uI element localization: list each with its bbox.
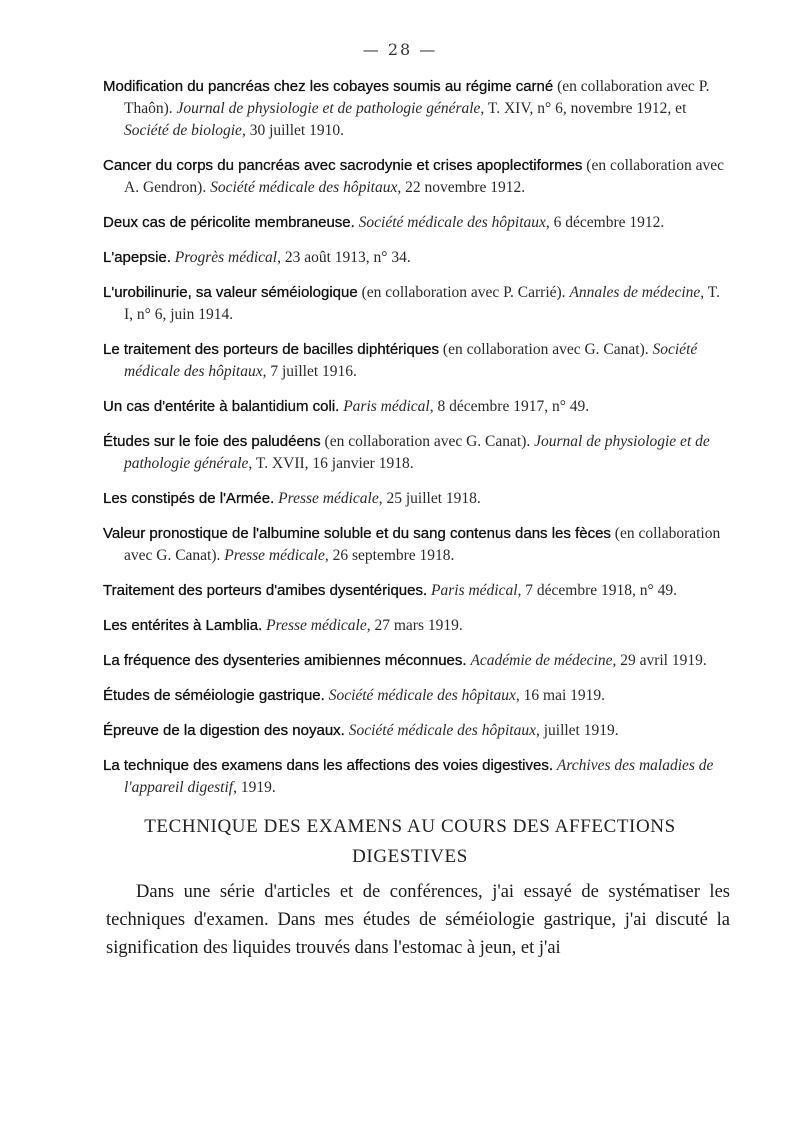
entry-journal: Archives des maladies de l'appareil digestif bbox=[124, 757, 714, 796]
entry-detail: (en collaboration avec G. Canat). bbox=[124, 525, 721, 564]
entry-journal: Journal de physiologie et de pathologie générale bbox=[124, 433, 710, 472]
entry-reference: , T. I, n° 6, juin 1914. bbox=[124, 284, 720, 323]
bibliography-entry bbox=[103, 615, 731, 637]
entry-detail: (en collaboration avec G. Canat). bbox=[439, 341, 653, 358]
entry-reference: , 6 décembre 1912. bbox=[545, 214, 665, 231]
entry-title: Deux cas de péricolite membraneuse. bbox=[103, 214, 355, 231]
entry-journal: Annales de médecine bbox=[569, 284, 701, 301]
entry-journal: Progrès médical bbox=[174, 249, 278, 266]
entry-reference: , juillet 1919. bbox=[535, 722, 619, 739]
entry-title: Traitement des porteurs d'amibes dysentériques. bbox=[103, 582, 428, 599]
entry-journal: Académie de médecine bbox=[470, 652, 613, 669]
entry-journal: Société médicale des hôpitaux bbox=[124, 341, 698, 380]
bibliography-entry bbox=[103, 339, 731, 383]
section-title: TECHNIQUE DES EXAMENS AU COURS DES AFFECTIONS DIGESTIVES bbox=[144, 816, 676, 867]
entry-title: Un cas d'entérite à balantidium coli. bbox=[103, 398, 340, 415]
entry-detail: (en collaboration avec P. Thaôn). bbox=[124, 78, 710, 117]
entry-journal: Journal de physiologie et de pathologie générale bbox=[176, 100, 481, 117]
entry-title: Les entérites à Lamblia. bbox=[103, 617, 263, 634]
entry-title: La fréquence des dysenteries amibiennes méconnues. bbox=[103, 652, 467, 669]
bibliography-entry bbox=[103, 523, 731, 567]
bibliography-entry bbox=[103, 76, 731, 142]
bibliography-entry bbox=[103, 212, 731, 234]
entry-journal: Société médicale des hôpitaux bbox=[348, 722, 536, 739]
entry-detail: (en collaboration avec P. Carrié). bbox=[357, 284, 570, 301]
entry-title: Valeur pronostique de l'albumine soluble et du sang contenus dans les fèces bbox=[103, 525, 611, 542]
bibliography-entry bbox=[103, 720, 731, 742]
entry-reference: , 16 mai 1919. bbox=[515, 687, 606, 704]
entry-journal: Presse médicale bbox=[278, 490, 379, 507]
entry-reference: , 7 juillet 1916. bbox=[262, 363, 357, 380]
bibliography-entry bbox=[103, 155, 731, 199]
entry-title: L'apepsie. bbox=[103, 249, 171, 266]
entry-detail: (en collaboration avec G. Canat). bbox=[320, 433, 535, 450]
entry-journal: Société médicale des hôpitaux bbox=[328, 687, 516, 704]
bibliography-entry bbox=[103, 685, 731, 707]
paragraph-text: Dans une série d'articles et de conférences, j'ai essayé de systématiser les techniques d'examen. Dans mes études de séméiologie gastrique, j'ai discuté la signification des liquides trouvés dans l'estomac à jeun, et j'ai bbox=[106, 882, 730, 958]
bibliography-entry bbox=[103, 247, 731, 269]
entry-journal: Paris médical bbox=[431, 582, 518, 599]
entry-reference: , 8 décembre 1917, n° 49. bbox=[429, 398, 590, 415]
bibliography-entry bbox=[103, 755, 731, 799]
entry-reference: , 26 septembre 1918. bbox=[324, 547, 455, 564]
entry-title: Études de séméiologie gastrique. bbox=[103, 687, 325, 704]
entry-reference: , T. XIV, n° 6, novembre 1912, et bbox=[480, 100, 687, 117]
entry-title: Modification du pancréas chez les cobayes soumis au régime carné bbox=[103, 78, 554, 95]
entry-reference-secondary: , 30 juillet 1910. bbox=[241, 122, 344, 139]
entry-journal: Société médicale des hôpitaux bbox=[358, 214, 546, 231]
entry-title: Études sur le foie des paludéens bbox=[103, 433, 321, 450]
page-number: — 28 — bbox=[362, 40, 438, 59]
entry-title: Cancer du corps du pancréas avec sacrodynie et crises apoplectiformes bbox=[103, 157, 583, 174]
entry-reference: , 22 novembre 1912. bbox=[397, 179, 526, 196]
bibliography-entry bbox=[103, 650, 731, 672]
entry-title: Le traitement des porteurs de bacilles diphtériques bbox=[103, 341, 440, 358]
bibliography-entry bbox=[103, 396, 731, 418]
bibliography-entry bbox=[103, 431, 731, 475]
entry-reference: , 23 août 1913, n° 34. bbox=[277, 249, 411, 266]
entry-reference: , 29 avril 1919. bbox=[612, 652, 707, 669]
entry-reference: , 7 décembre 1918, n° 49. bbox=[517, 582, 677, 599]
entry-reference: , 25 juillet 1918. bbox=[378, 490, 481, 507]
entry-journal-secondary: Société de biologie bbox=[124, 122, 242, 139]
entry-journal: Presse médicale bbox=[266, 617, 367, 634]
entry-journal: Presse médicale bbox=[224, 547, 325, 564]
entry-journal: Paris médical bbox=[343, 398, 430, 415]
entry-journal: Société médicale des hôpitaux bbox=[210, 179, 398, 196]
bibliography-entry bbox=[103, 580, 731, 602]
entry-title: Les constipés de l'Armée. bbox=[103, 490, 275, 507]
bibliography-entry bbox=[103, 488, 731, 510]
bibliography-entry bbox=[103, 282, 731, 326]
entry-reference: , T. XVII, 16 janvier 1918. bbox=[248, 455, 414, 472]
entry-title: Épreuve de la digestion des noyaux. bbox=[103, 722, 345, 739]
entry-title: L'urobilinurie, sa valeur séméiologique bbox=[103, 284, 358, 301]
entry-detail: (en collaboration avec A. Gendron). bbox=[124, 157, 725, 196]
body-paragraph bbox=[106, 878, 730, 962]
entry-title: La technique des examens dans les affections des voies digestives. bbox=[103, 757, 553, 774]
bibliography-list bbox=[103, 76, 731, 812]
entry-reference: , 27 mars 1919. bbox=[366, 617, 463, 634]
entry-reference: , 1919. bbox=[233, 779, 276, 796]
